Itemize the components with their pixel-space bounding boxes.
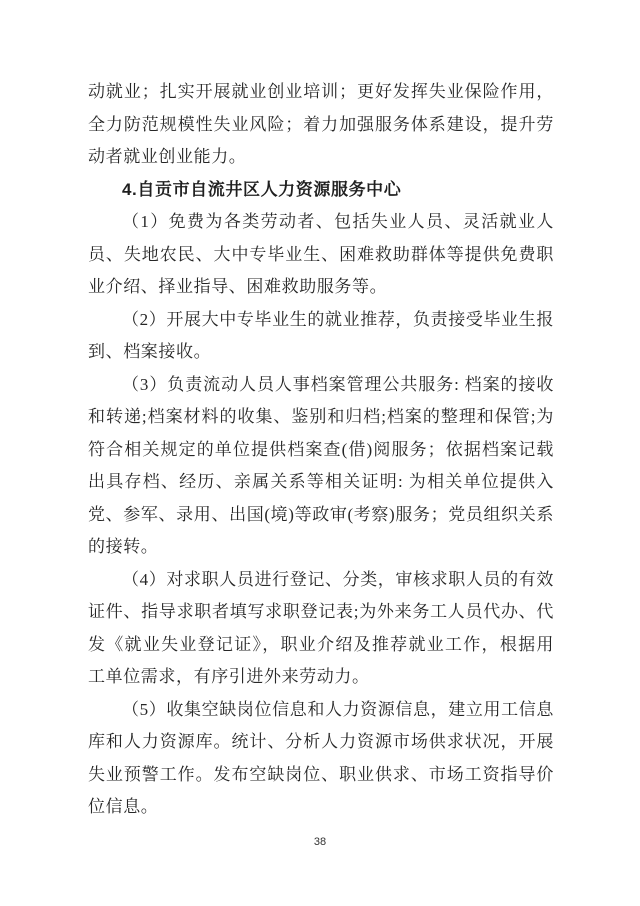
body-paragraph-item-3: （3）负责流动人员人事档案管理公共服务: 档案的接收和转递;档案材料的收集、鉴别和归档;档案的整理和保管;为符合相关规定的单位提供档案查(借)阅服务；依据档案记载出具存档、经历、亲属关系等相关证明: 为相关单位提供入党、参军、录用、出国(境)等政审(考察)服务；党员组织关系的接转。 (88, 374, 554, 556)
page-number: 38 (313, 836, 327, 848)
section-heading: 4.自贡市自流井区人力资源服务中心 (122, 179, 402, 199)
body-paragraph-item-2: （2）开展大中专毕业生的就业推荐，负责接受毕业生报到、档案接收。 (88, 309, 554, 361)
body-paragraph-item-1: （1）免费为各类劳动者、包括失业人员、灵活就业人员、失地农民、大中专毕业生、困难救助群体等提供免费职业介绍、择业指导、困难救助服务等。 (88, 212, 554, 296)
body-paragraph-item-4: （4）对求职人员进行登记、分类，审核求职人员的有效证件、指导求职者填写求职登记表;为外来务工人员代办、代发《就业失业登记证》，职业介绍及推荐就业工作，根据用工单位需求，有序引进外来劳动力。 (88, 569, 554, 686)
body-paragraph-item-5: （5）收集空缺岗位信息和人力资源信息，建立用工信息库和人力资源库。统计、分析人力资源市场供求状况，开展失业预警工作。发布空缺岗位、职业供求、市场工资指导价位信息。 (88, 699, 554, 816)
body-paragraph-continuation: 动就业；扎实开展就业创业培训；更好发挥失业保险作用，全力防范规模性失业风险；着力加强服务体系建设，提升劳动者就业创业能力。 (88, 82, 554, 166)
